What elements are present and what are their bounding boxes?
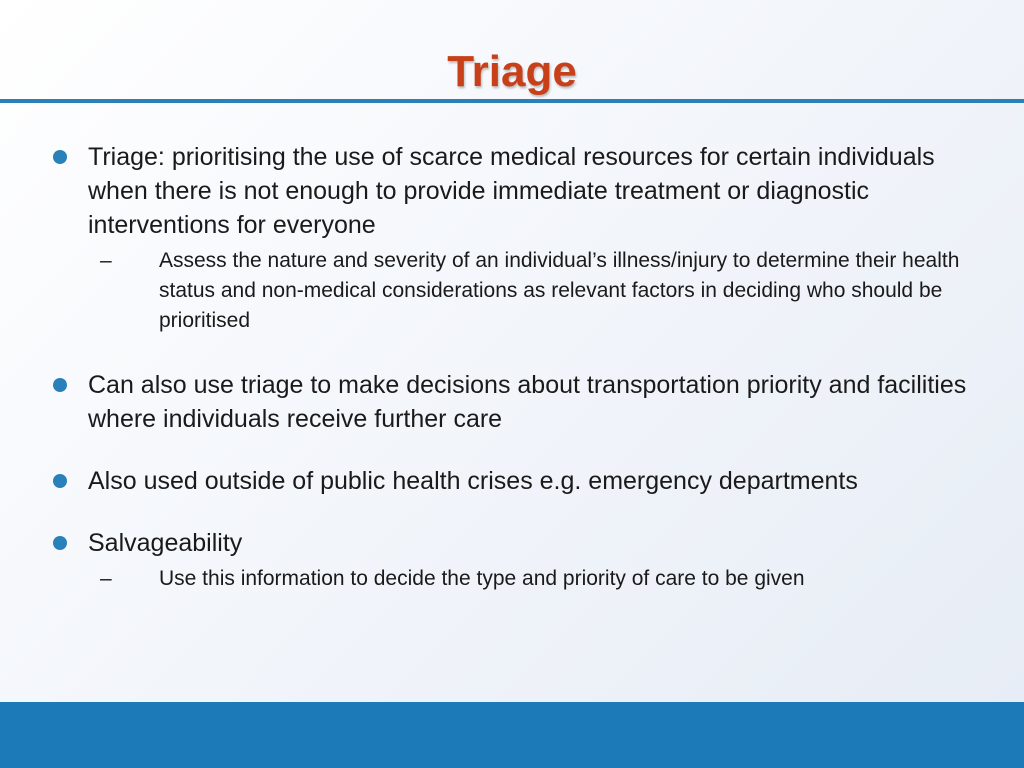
bullet-dot-icon [53,378,67,392]
slide-content [50,140,990,594]
sub-bullet-text: Assess the nature and severity of an individual’s illness/injury to determine their health status and non-medical considerations as relevant factors in deciding who should be prioritised [159,249,960,332]
sub-bullet-item [50,564,990,594]
dash-icon: – [100,567,112,590]
bullet-text: Salvageability [88,529,243,557]
bullet-item [50,368,990,436]
sub-bullet-text: Use this information to decide the type and priority of care to be given [159,567,805,590]
bullet-dot-icon [53,150,67,164]
slide-title: Triage [447,47,577,96]
bullet-text: Triage: prioritising the use of scarce medical resources for certain individuals when there is not enough to provide immediate treatment or diagnostic interventions for everyone [88,143,935,239]
bullet-dot-icon [53,536,67,550]
title-divider [0,99,1024,103]
dash-icon: – [100,249,112,272]
bullet-text: Can also use triage to make decisions about transportation priority and facilities where individuals receive further care [88,371,967,433]
bullet-dot-icon [53,474,67,488]
bullet-text: Also used outside of public health crises e.g. emergency departments [88,467,858,495]
bullet-item [50,464,990,498]
sub-bullet-item [50,246,990,336]
bullet-item [50,140,990,242]
bullet-item [50,526,990,560]
footer-bar [0,702,1024,768]
